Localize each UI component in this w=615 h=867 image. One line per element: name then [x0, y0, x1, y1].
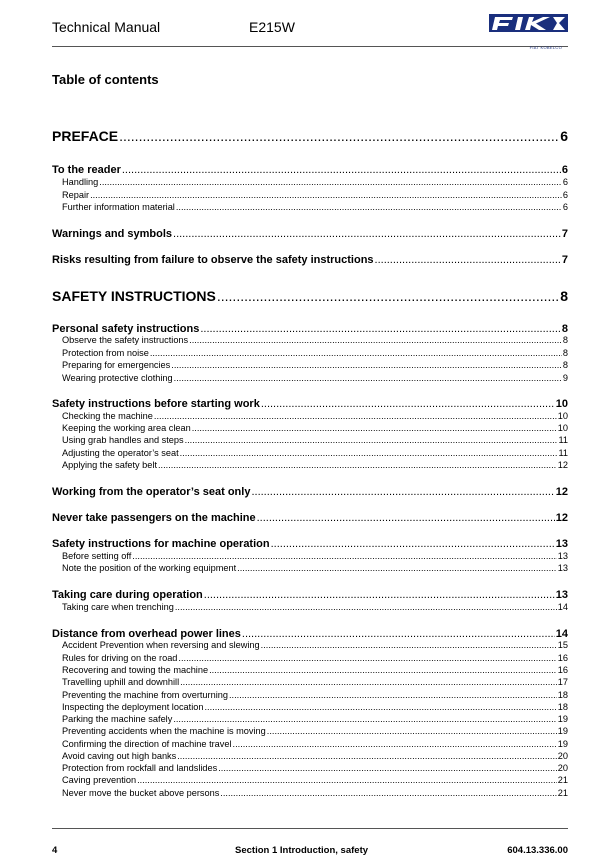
- toc-entry-page: 12: [555, 486, 568, 498]
- toc-entry-label: Safety instructions before starting work: [52, 398, 260, 410]
- toc-entry-label: Taking care when trenching: [62, 602, 174, 612]
- toc-entry[interactable]: [52, 435, 568, 445]
- toc-entry-label: SAFETY INSTRUCTIONS: [52, 288, 216, 304]
- toc-entry-page: 9: [562, 373, 568, 383]
- dot-leader: [209, 665, 557, 675]
- toc-entry[interactable]: [52, 288, 568, 304]
- toc-entry[interactable]: [52, 460, 568, 470]
- toc-entry-page: 10: [557, 423, 568, 433]
- toc-entry-label: Wearing protective clothing: [62, 373, 173, 383]
- toc-entry[interactable]: [52, 164, 568, 176]
- toc-entry-page: 20: [557, 751, 568, 761]
- toc-entry[interactable]: [52, 665, 568, 675]
- manual-title: Technical Manual: [52, 19, 161, 35]
- toc-entry-label: Inspecting the deployment location: [62, 702, 204, 712]
- toc-entry-page: 10: [557, 411, 568, 421]
- dot-leader: [176, 202, 562, 212]
- toc-entry[interactable]: [52, 788, 568, 798]
- toc-entry-label: Personal safety instructions: [52, 323, 200, 335]
- dot-leader: [217, 288, 559, 304]
- dot-leader: [229, 690, 557, 700]
- dot-leader: [173, 228, 561, 240]
- toc-entry-page: 8: [562, 335, 568, 345]
- toc-entry[interactable]: [52, 628, 568, 640]
- toc-entry[interactable]: [52, 360, 568, 370]
- dot-leader: [174, 373, 562, 383]
- fiat-kobelco-logo: [489, 11, 568, 50]
- dot-leader: [233, 739, 557, 749]
- toc-entry-page: 19: [557, 739, 568, 749]
- dot-leader: [375, 254, 561, 266]
- dot-leader: [132, 551, 556, 561]
- toc-entry[interactable]: [52, 254, 568, 266]
- toc-entry-label: Caving prevention: [62, 775, 137, 785]
- toc-entry-page: 13: [557, 563, 568, 573]
- dot-leader: [180, 677, 557, 687]
- toc-entry-label: Parking the machine safely: [62, 714, 173, 724]
- toc-entry-label: Protection from rockfall and landslides: [62, 763, 218, 773]
- toc-entry-label: Never move the bucket above persons: [62, 788, 220, 798]
- toc-entry-label: To the reader: [52, 164, 121, 176]
- toc-entry-page: 19: [557, 726, 568, 736]
- toc-entry[interactable]: [52, 763, 568, 773]
- toc-entry-label: Adjusting the operator’s seat: [62, 448, 179, 458]
- dot-leader: [220, 788, 556, 798]
- toc-entry-label: Preventing the machine from overturning: [62, 690, 228, 700]
- dot-leader: [180, 448, 558, 458]
- toc-entry[interactable]: [52, 177, 568, 187]
- toc-entry[interactable]: [52, 640, 568, 650]
- toc-entry-label: Before setting off: [62, 551, 132, 561]
- toc-entry[interactable]: [52, 228, 568, 240]
- toc-entry[interactable]: [52, 602, 568, 612]
- toc-entry[interactable]: [52, 190, 568, 200]
- toc-entry[interactable]: [52, 335, 568, 345]
- toc-entry-page: 13: [555, 538, 568, 550]
- toc-entry-page: 8: [560, 288, 568, 304]
- toc-entry-page: 10: [555, 398, 568, 410]
- toc-entry-page: 14: [555, 628, 568, 640]
- toc-entry[interactable]: [52, 486, 568, 498]
- toc-entry[interactable]: [52, 690, 568, 700]
- toc-entry[interactable]: [52, 411, 568, 421]
- dot-leader: [257, 512, 555, 524]
- toc-entry-page: 20: [557, 763, 568, 773]
- logo-subtext: FIAT KOBELCO: [529, 45, 562, 50]
- toc-entry-label: Note the position of the working equipment: [62, 563, 237, 573]
- toc-entry-label: Preventing accidents when the machine is moving: [62, 726, 266, 736]
- toc-entry[interactable]: [52, 551, 568, 561]
- toc-entry[interactable]: [52, 739, 568, 749]
- toc-entry-label: Further information material: [62, 202, 175, 212]
- toc-entry-page: 21: [557, 775, 568, 785]
- toc-entry-page: 19: [557, 714, 568, 724]
- toc-entry-page: 6: [561, 164, 568, 176]
- toc-entry-page: 21: [557, 788, 568, 798]
- toc-entry[interactable]: [52, 702, 568, 712]
- toc-entry-page: 13: [555, 589, 568, 601]
- toc-entry-page: 11: [558, 435, 568, 445]
- toc-entry[interactable]: [52, 423, 568, 433]
- toc-entry-label: Preparing for emergencies: [62, 360, 171, 370]
- toc-entry[interactable]: [52, 563, 568, 573]
- toc-entry-label: Working from the operator’s seat only: [52, 486, 251, 498]
- toc-entry[interactable]: [52, 128, 568, 144]
- toc-entry[interactable]: [52, 589, 568, 601]
- toc-entry-label: Taking care during operation: [52, 589, 203, 601]
- toc-entry-label: Rules for driving on the road: [62, 653, 178, 663]
- toc-entry[interactable]: [52, 775, 568, 785]
- dot-leader: [261, 640, 557, 650]
- toc-entry-page: 16: [557, 653, 568, 663]
- toc-entry-label: Never take passengers on the machine: [52, 512, 256, 524]
- dot-leader: [90, 190, 562, 200]
- toc-entry-page: 7: [561, 254, 568, 266]
- toc-entry[interactable]: [52, 373, 568, 383]
- toc-entry-label: Repair: [62, 190, 90, 200]
- toc-entry[interactable]: [52, 653, 568, 663]
- footer-doc-code: 604.13.336.00: [507, 845, 568, 856]
- toc-entry-page: 14: [557, 602, 568, 612]
- toc-entry[interactable]: [52, 512, 568, 524]
- toc-entry-page: 12: [557, 460, 568, 470]
- toc-entry-label: Recovering and towing the machine: [62, 665, 209, 675]
- toc-entry[interactable]: [52, 323, 568, 335]
- dot-leader: [261, 398, 555, 410]
- toc-entry-page: 18: [557, 702, 568, 712]
- toc-entry-label: Confirming the direction of machine travel: [62, 739, 232, 749]
- toc-entry[interactable]: [52, 538, 568, 550]
- toc-entry-label: Distance from overhead power lines: [52, 628, 241, 640]
- dot-leader: [99, 177, 562, 187]
- toc-entry[interactable]: [52, 448, 568, 458]
- dot-leader: [122, 164, 561, 176]
- dot-leader: [171, 360, 562, 370]
- dot-leader: [204, 702, 556, 712]
- dot-leader: [251, 486, 554, 498]
- toc-entry-label: Travelling uphill and downhill: [62, 677, 180, 687]
- dot-leader: [177, 751, 557, 761]
- dot-leader: [150, 348, 562, 358]
- dot-leader: [178, 653, 556, 663]
- toc-entry-page: 13: [557, 551, 568, 561]
- dot-leader: [271, 538, 555, 550]
- toc-entry-label: PREFACE: [52, 128, 119, 144]
- toc-entry-label: Accident Prevention when reversing and slewing: [62, 640, 260, 650]
- dot-leader: [237, 563, 557, 573]
- toc-entry-page: 18: [557, 690, 568, 700]
- toc-entry-label: Warnings and symbols: [52, 228, 173, 240]
- dot-leader: [192, 423, 557, 433]
- toc-entry-label: Safety instructions for machine operation: [52, 538, 270, 550]
- toc-entry-page: 8: [562, 348, 568, 358]
- toc-entry[interactable]: [52, 398, 568, 410]
- page-header: [52, 0, 568, 50]
- toc-entry-page: 8: [561, 323, 568, 335]
- dot-leader: [218, 763, 557, 773]
- toc-title: Table of contents: [52, 72, 159, 87]
- toc-entry-label: Protection from noise: [62, 348, 149, 358]
- toc-entry-page: 15: [557, 640, 568, 650]
- toc-entry[interactable]: [52, 677, 568, 687]
- toc-entry[interactable]: [52, 726, 568, 736]
- toc-entry-page: 7: [561, 228, 568, 240]
- model-name: E215W: [249, 19, 295, 35]
- toc-entry[interactable]: [52, 714, 568, 724]
- toc-entry-page: 6: [562, 190, 568, 200]
- toc-entry-label: Risks resulting from failure to observe the safety instructions: [52, 254, 374, 266]
- dot-leader: [185, 435, 558, 445]
- toc-entry-label: Using grab handles and steps: [62, 435, 184, 445]
- toc-entry-page: 16: [557, 665, 568, 675]
- dot-leader: [242, 628, 555, 640]
- dot-leader: [154, 411, 557, 421]
- toc-entry-page: 11: [558, 448, 568, 458]
- dot-leader: [204, 589, 555, 601]
- toc-entry[interactable]: [52, 751, 568, 761]
- dot-leader: [137, 775, 557, 785]
- toc-entry-page: 12: [555, 512, 568, 524]
- toc-entry-page: 6: [562, 202, 568, 212]
- dot-leader: [175, 602, 557, 612]
- footer-section: Section 1 Introduction, safety: [235, 845, 369, 856]
- toc-entry-label: Checking the machine: [62, 411, 153, 421]
- toc-entry-label: Keeping the working area clean: [62, 423, 191, 433]
- dot-leader: [173, 714, 556, 724]
- dot-leader: [189, 335, 562, 345]
- dot-leader: [119, 128, 559, 144]
- footer-page-number: 4: [52, 845, 58, 856]
- page-footer: [52, 828, 568, 859]
- toc-entry-label: Handling: [62, 177, 99, 187]
- dot-leader: [200, 323, 561, 335]
- toc-entry-label: Avoid caving out high banks: [62, 751, 177, 761]
- toc-entry[interactable]: [52, 348, 568, 358]
- toc-entry-label: Applying the safety belt: [62, 460, 157, 470]
- toc-entry-label: Observe the safety instructions: [62, 335, 189, 345]
- dot-leader: [158, 460, 557, 470]
- toc-entry-page: 6: [560, 128, 568, 144]
- toc-entry[interactable]: [52, 202, 568, 212]
- toc-entry-page: 8: [562, 360, 568, 370]
- dot-leader: [267, 726, 557, 736]
- toc-entry-page: 6: [562, 177, 568, 187]
- toc-entry-page: 17: [557, 677, 568, 687]
